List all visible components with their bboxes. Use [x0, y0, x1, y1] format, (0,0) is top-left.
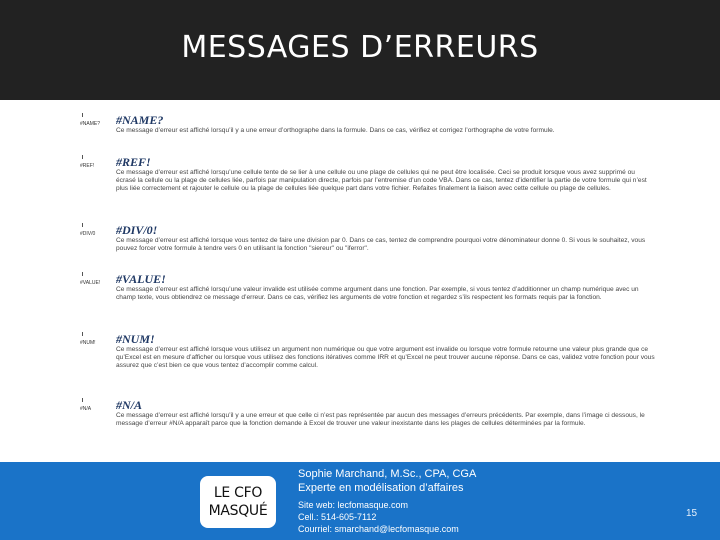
- error-thumbnail-label: #REF!: [80, 163, 110, 169]
- author-role: Experte en modélisation d’affaires: [298, 482, 464, 494]
- error-description: Ce message d’erreur est affiché lorsqu’il y a une erreur et que celle ci n’est pas représentée par aucun des messages d’erreurs précédents. Par exemple, dans l’image ci dessous, le message d’erreur #N/A apparaît parce que la fonction demande à Excel de trouver une valeur inexistante dans les plages de cellules déterminées par la formule.: [116, 412, 645, 427]
- error-description: Ce message d’erreur est affiché lorsqu’une valeur invalide est utilisée comme argument dans une fonction. Par exemple, si vous tentez d’additionner un champ numérique avec un champ texte, vous obtiendrez ce message d’erreur. Dans ce cas, vérifiez les arguments de votre fonction et regardez s’ils respectent les formats requis par la fonction.: [116, 286, 639, 301]
- error-title: #DIV/0!: [116, 223, 158, 237]
- error-thumbnail-label: #VALUE!: [80, 280, 110, 286]
- logo-line-1: LE CFO: [213, 485, 263, 501]
- title-bar: [0, 0, 720, 100]
- phone-number: Cell.: 514-605-7112: [298, 512, 377, 522]
- slide-title: MESSAGES D’ERREURS: [181, 29, 539, 65]
- error-title: #N/A: [116, 398, 143, 412]
- email-link[interactable]: Courriel: smarchand@lecfomasque.com: [298, 524, 459, 534]
- error-description: Ce message d’erreur est affiché lorsque vous tentez de faire une division par 0. Dans ce cas, tentez de comprendre pourquoi votre dénominateur donne 0. Si vous le souhaitez, vous pouvez forcer votre formule à tendre vers 0 en utilisant la fonction "siereur" ou "iferror".: [116, 237, 646, 252]
- error-thumbnail-label: #N/A: [80, 406, 110, 412]
- error-description: Ce message d’erreur est affiché lorsqu’une cellule tente de se lier à une cellule ou une plage de cellules qui ne peut être localisée. Ceci se produit lorsque vous avez supprimé ou écrasé la cellule ou la plage de cellules liée, parfois par manipulation directe, parfois par l’entremise d’un code VBA. Dans ce cas, tentez d’identifier la partie de votre formule qui n’est plus liée correctement et rajouter le cellule ou la plage de cellules liée quelque part dans votre fichier. Refaites finalement la liaison avec cette cellule ou plage de cellules.: [116, 169, 647, 192]
- company-logo: [200, 476, 276, 528]
- error-thumbnail-label: #NUM!: [80, 340, 110, 346]
- error-thumbnail-label: #DIV/0: [80, 231, 110, 237]
- logo-line-2: MASQUÉ: [208, 503, 268, 519]
- error-thumbnail-label: #NAME?: [80, 121, 110, 127]
- page-number: 15: [686, 508, 698, 519]
- error-list: [80, 105, 660, 450]
- error-title: #NAME?: [116, 113, 164, 127]
- error-description: Ce message d’erreur est affiché lorsqu’il y a une erreur d’orthographe dans la formule. Dans ce cas, vérifiez et corrigez l’orthographe de votre formule.: [116, 127, 555, 134]
- error-title: #NUM!: [116, 332, 155, 346]
- error-description: Ce message d’erreur est affiché lorsque vous utilisez un argument non numérique ou que votre argument est invalide ou lorsque votre formule retourne une valeur plus grande que ce qu’Excel est en mesure d’afficher ou lorsque vous utilisez des fonctions itératives comme IRR et qu’Excel ne peut trouver aucune réponse. Dans ce cas, validez votre fonction pour vous assurez que c’est bien ce que vous tentez d’accomplir comme calcul.: [116, 346, 655, 369]
- error-title: #REF!: [116, 155, 151, 169]
- author-name: Sophie Marchand, M.Sc., CPA, CGA: [298, 468, 477, 480]
- website-link[interactable]: Site web: lecfomasque.com: [298, 500, 409, 510]
- author-info: [298, 467, 618, 535]
- error-title: #VALUE!: [116, 272, 166, 286]
